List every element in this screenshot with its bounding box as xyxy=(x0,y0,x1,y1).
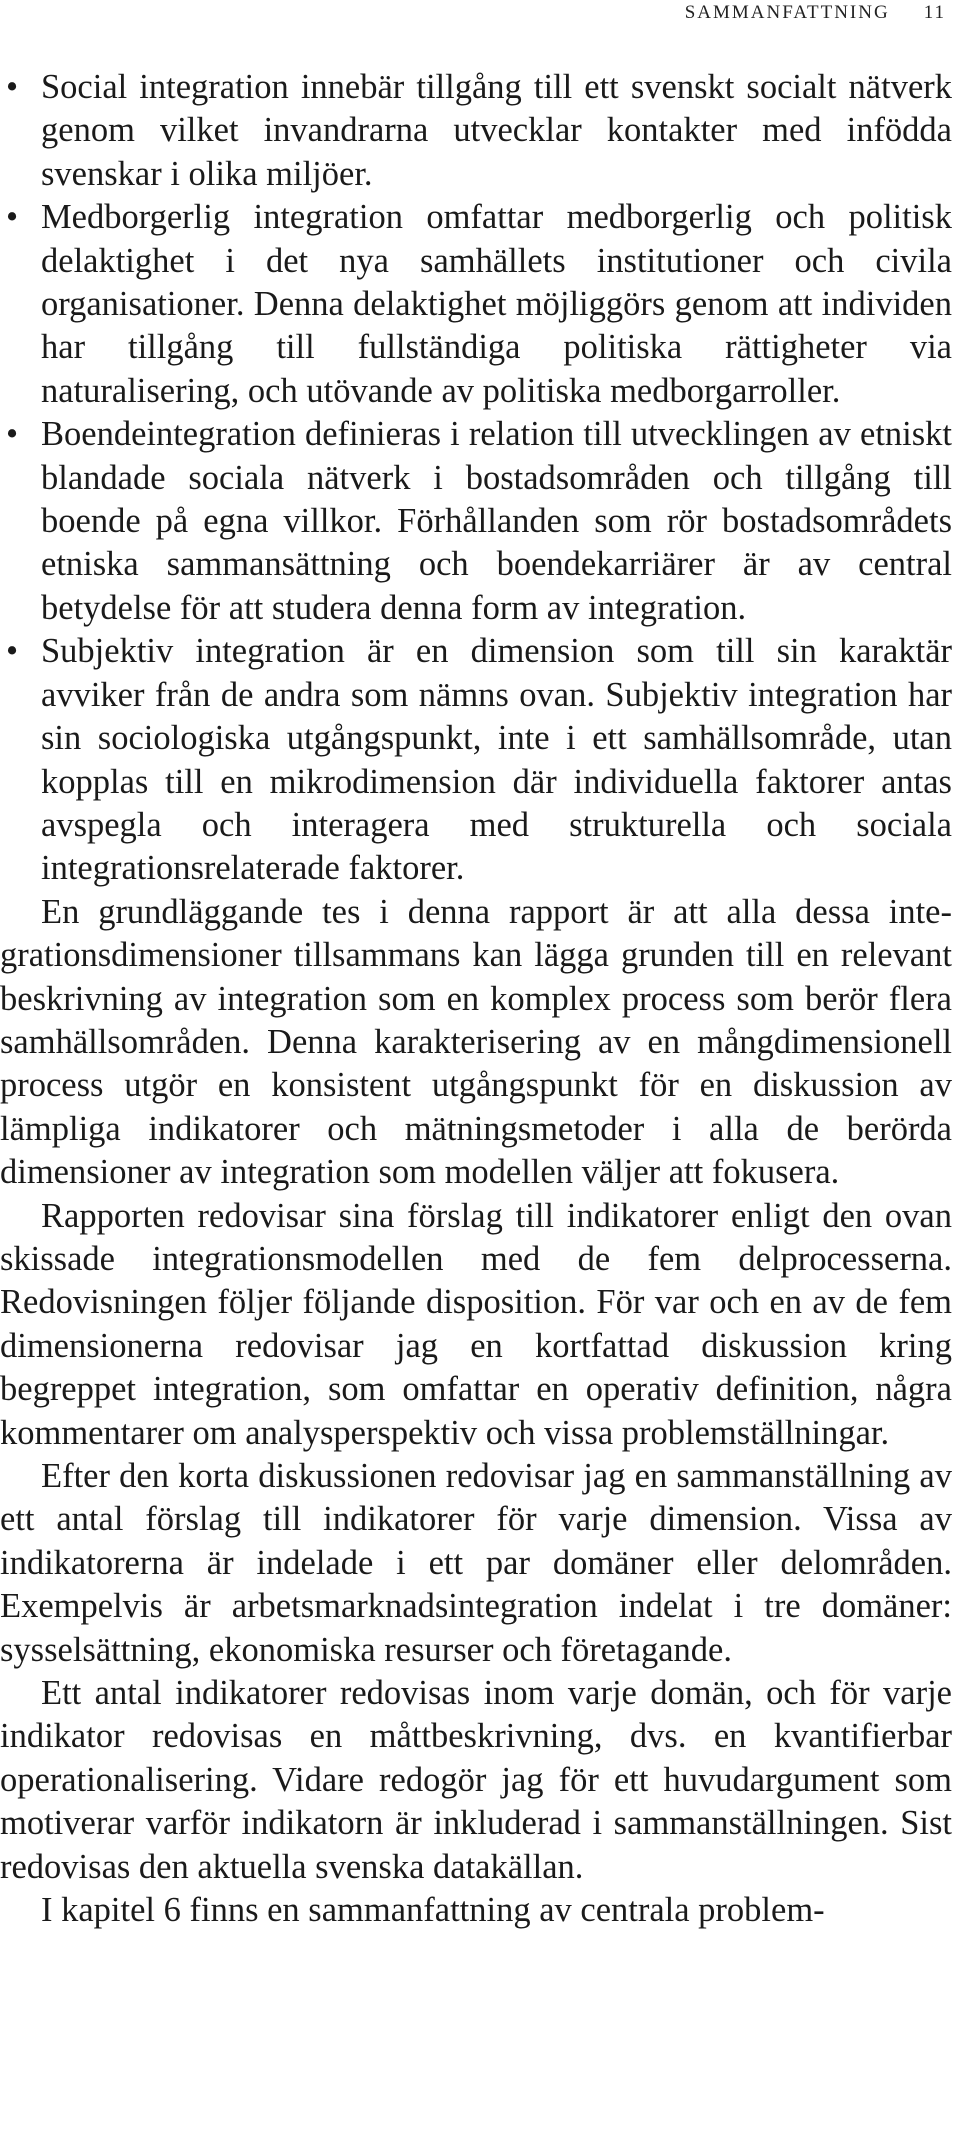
bullet-dot-icon: • xyxy=(5,415,19,454)
running-header xyxy=(685,0,946,26)
bullet-text: Medborgerlig integration omfattar medborgerlig och politisk delaktighet i det nya samhällets institutioner och civila organisationer. Denna delaktighet möjliggörs genom att individen har tillgång till fullständiga politiska rättigheter via naturalisering, och utövande av politiska medborgarroller. xyxy=(41,198,952,410)
bullet-text: Boendeintegration definieras i relation till utvecklingen av etniskt blandade sociala nätverk i bostadsområden och tillgång till boende på egna villkor. Förhållanden som rör bostadsområdets etniska sammansättning och boendekarriärer är av central betydelse för att studera denna form av integration. xyxy=(41,415,952,627)
bullet-dot-icon: • xyxy=(5,632,19,671)
bullet-item-social-integration xyxy=(0,66,952,196)
bullet-item-medborgerlig-integration xyxy=(0,196,952,413)
bullet-item-subjektiv-integration xyxy=(0,630,952,890)
bullet-dot-icon: • xyxy=(5,68,19,106)
paragraph-antal-indikatorer: Ett antal indikatorer redovisas inom varje domän, och för varje indikator redovisas en måttbeskrivning, dvs. en kvantifierbar operationalisering. Vidare redogör jag för ett huvudargument som motiverar varför indikatorn är inkluderad i sammanställningen. Sist redovisas den aktuella svenska datakällan. xyxy=(0,1674,952,1886)
bullet-text: Social integration innebär tillgång till ett svenskt socialt nätverk genom vilket invandrarna utvecklar kontakter med infödda svenskar i olika miljöer. xyxy=(41,68,952,193)
paragraph-grundlaggande-tes: En grundläggande tes i denna rapport är att alla dessa integrationsdimensioner tillsammans kan lägga grunden till en relevant beskrivning av integration som en komplex process som berör flera samhällsområden. Denna karakterisering av en mångdimensionell process utgör en konsistent utgångspunkt för en diskussion av lämpliga indikatorer och mätningsmetoder i alla de berörda dimensioner av integration som modellen väljer att fokusera. xyxy=(0,892,952,1192)
bullet-list xyxy=(0,66,952,891)
paragraph-efter-diskussionen: Efter den korta diskussionen redovisar jag en sammanställning av ett antal förslag till indikatorer för varje dimension. Vissa av indikatorerna är indelade i ett par domäner eller delområden. Exempelvis är arbetsmarknadsintegration indelat i tre domäner: sysselsättning, ekonomiska resurser och företagande. xyxy=(0,1457,952,1669)
section-title: SAMMANFATTNING xyxy=(684,2,890,23)
bullet-item-boendeintegration xyxy=(0,413,952,630)
paragraph-rapporten-redovisar: Rapporten redovisar sina förslag till indikatorer enligt den ovan skissade integrationsmodellen med de fem delprocesserna. Redovisningen följer följande disposition. För var och en av de fem dimensionerna redovisar jag en kortfattad diskussion kring begreppet integration, som omfattar en operativ definition, några kommentarer om analysperspektiv och vissa problemställningar. xyxy=(0,1196,952,1452)
paragraph-kapitel-6: I kapitel 6 finns en sammanfattning av centrala problem- xyxy=(41,1891,825,1930)
bullet-dot-icon: • xyxy=(5,198,19,237)
body-text xyxy=(0,66,952,1932)
page-number: 11 xyxy=(923,2,946,23)
bullet-text: Subjektiv integration är en dimension som till sin karaktär avviker från de andra som nämns ovan. Subjektiv integration har sin sociologiska utgångspunkt, inte i ett samhällsområde, utan kopplas till en mikrodimension där individuella faktorer antas avspegla och interagera med strukturella och sociala integrationsrelaterade faktorer. xyxy=(41,632,952,888)
